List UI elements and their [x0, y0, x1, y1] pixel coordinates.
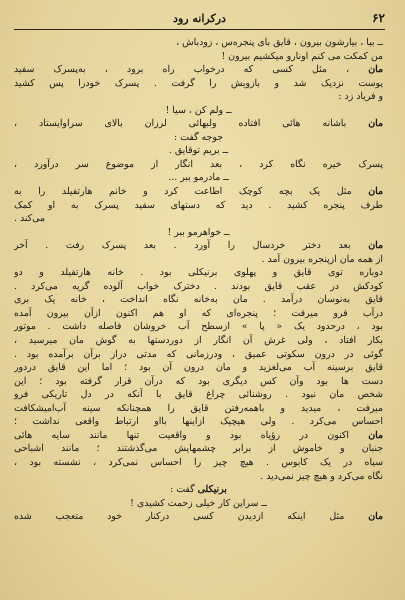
text-line: ــ سراین کار خیلی زحمت کشیدی ! — [130, 497, 267, 509]
text-line: و فریاد زد : — [338, 91, 383, 103]
text-line: دوباره توی قایق و پهلوی برنیکلی بود . خانه هارتفیلد و دو — [14, 267, 383, 279]
page-number: ۶۲ — [372, 11, 385, 25]
text-line: مان باشانه هائی افتاده ولبهائی لرزان بالای سراوایستاد ، — [14, 118, 383, 130]
text-line: برنیکلی گفت : — [170, 484, 227, 496]
header-rule — [14, 29, 385, 30]
text-line: ــ مادرمو ببر ... — [168, 172, 229, 184]
text-line: مان اکنون در رؤیاه بود و واقعیت تنها مانند سایه هائی — [14, 429, 383, 441]
text-line: از همه مان ازپنجره بیرون آمد . — [261, 253, 383, 265]
text-line: شخص مان نبود . روشنائی چراغ قایق با آنکه در دل تاریکی فرو — [14, 389, 383, 401]
text-line: پسرک خیره نگاه کرد ، بعد انگار از موضوع سر درآورد ، — [14, 158, 383, 170]
text-line: پوست نزدیک شد و بازویش را گرفت . پسرک خودرا پس کشید — [14, 77, 383, 89]
text-line: درآب فرو میرفت ؛ پنجره‌ای که او هم اکنون ازآن بیرون آمده — [14, 307, 383, 319]
text-line: طرف پنجره کشید . دید که دستهای سفید پسرک به او کمک — [14, 199, 383, 211]
text-line: میرفت ، میدید و باهمه‌رفتن قایق را همچنانکه سینه آب‌امیشکافت — [14, 402, 383, 414]
text-line: مان بعد دختر خردسال را آورد . بعد پسرک رفت . آخر — [14, 240, 383, 252]
text-line: مان مثل یک بچه کوچک اطاعت کرد و خانم هارتفیلد را به — [14, 186, 383, 198]
text-line: مان مثل اینکه ازدیدن کسی درکنار خود متعجب شده — [14, 511, 383, 523]
text-line: من کمکت می کنم اونارو میکشیم بیرون ! — [221, 50, 383, 62]
text-line: احساس می‌کرد . ولی هیچیک ازاینها بااو ارتباط واقعی نداشت ؛ — [14, 416, 383, 428]
text-line: ــ بریم توقایق . — [168, 145, 229, 157]
text-line: مان ، مثل کسی که درخواب راه برود ، به‌پسرک سفید — [14, 64, 383, 76]
text-line: ــ ولم کن ، سیا ! — [165, 104, 232, 116]
text-line: بود ، درحدود یک « پا » ازسطح آب خروشان فاصله داشت . موتور — [14, 321, 383, 333]
text-line: قایق به‌نوسان درآمد . مان به‌خانه نگاه انداخت ، خانه یک بری — [14, 294, 383, 306]
text-line: کودکش در عقب قایق بودند . دخترک خواب آلوده گریه می‌کرد . — [14, 280, 383, 292]
text-line: جوجه گفت : — [174, 131, 223, 143]
text-line: نگاه می‌کرد و هیچ چیز نمی‌دید . — [260, 470, 383, 482]
text-line: ــ خواهرمو ببر ! — [167, 226, 230, 238]
text-line: سیاه در یک کابوس . هیچ چیز را احساس نمی‌کرد ، نشسته بود ، — [14, 456, 383, 468]
text-line: قایق برسینه آب می‌لغزید و مان درون آن بود ؛ اما این قایق دردور — [14, 362, 383, 374]
text-line: بکار افتاد ، ولی غرش آن انگار از دوردستها به گوش مان میرسید ، — [14, 335, 383, 347]
chapter-title: درکرانه رود — [173, 11, 226, 25]
text-line: دست ها بود وآن کس دیگری بود که درآن قرار گرفته بود ؛ این — [14, 375, 383, 387]
text-line: ــ بیا ، بیارشون بیرون ، قایق بای پنجره‌س ، زودباش ، — [176, 37, 383, 48]
text-line: جنبان و خاموش از برابر چشمهایش می‌گذشتند ؛ مانند اشباحی — [14, 443, 383, 455]
running-header — [14, 8, 385, 28]
text-line: گوئی در درون سکوتی عمیق ، ودرزمانی که مدتی دراز برآن برآمده بود . — [14, 348, 383, 360]
page-body — [14, 36, 383, 592]
text-line: می‌کند . — [14, 213, 46, 225]
